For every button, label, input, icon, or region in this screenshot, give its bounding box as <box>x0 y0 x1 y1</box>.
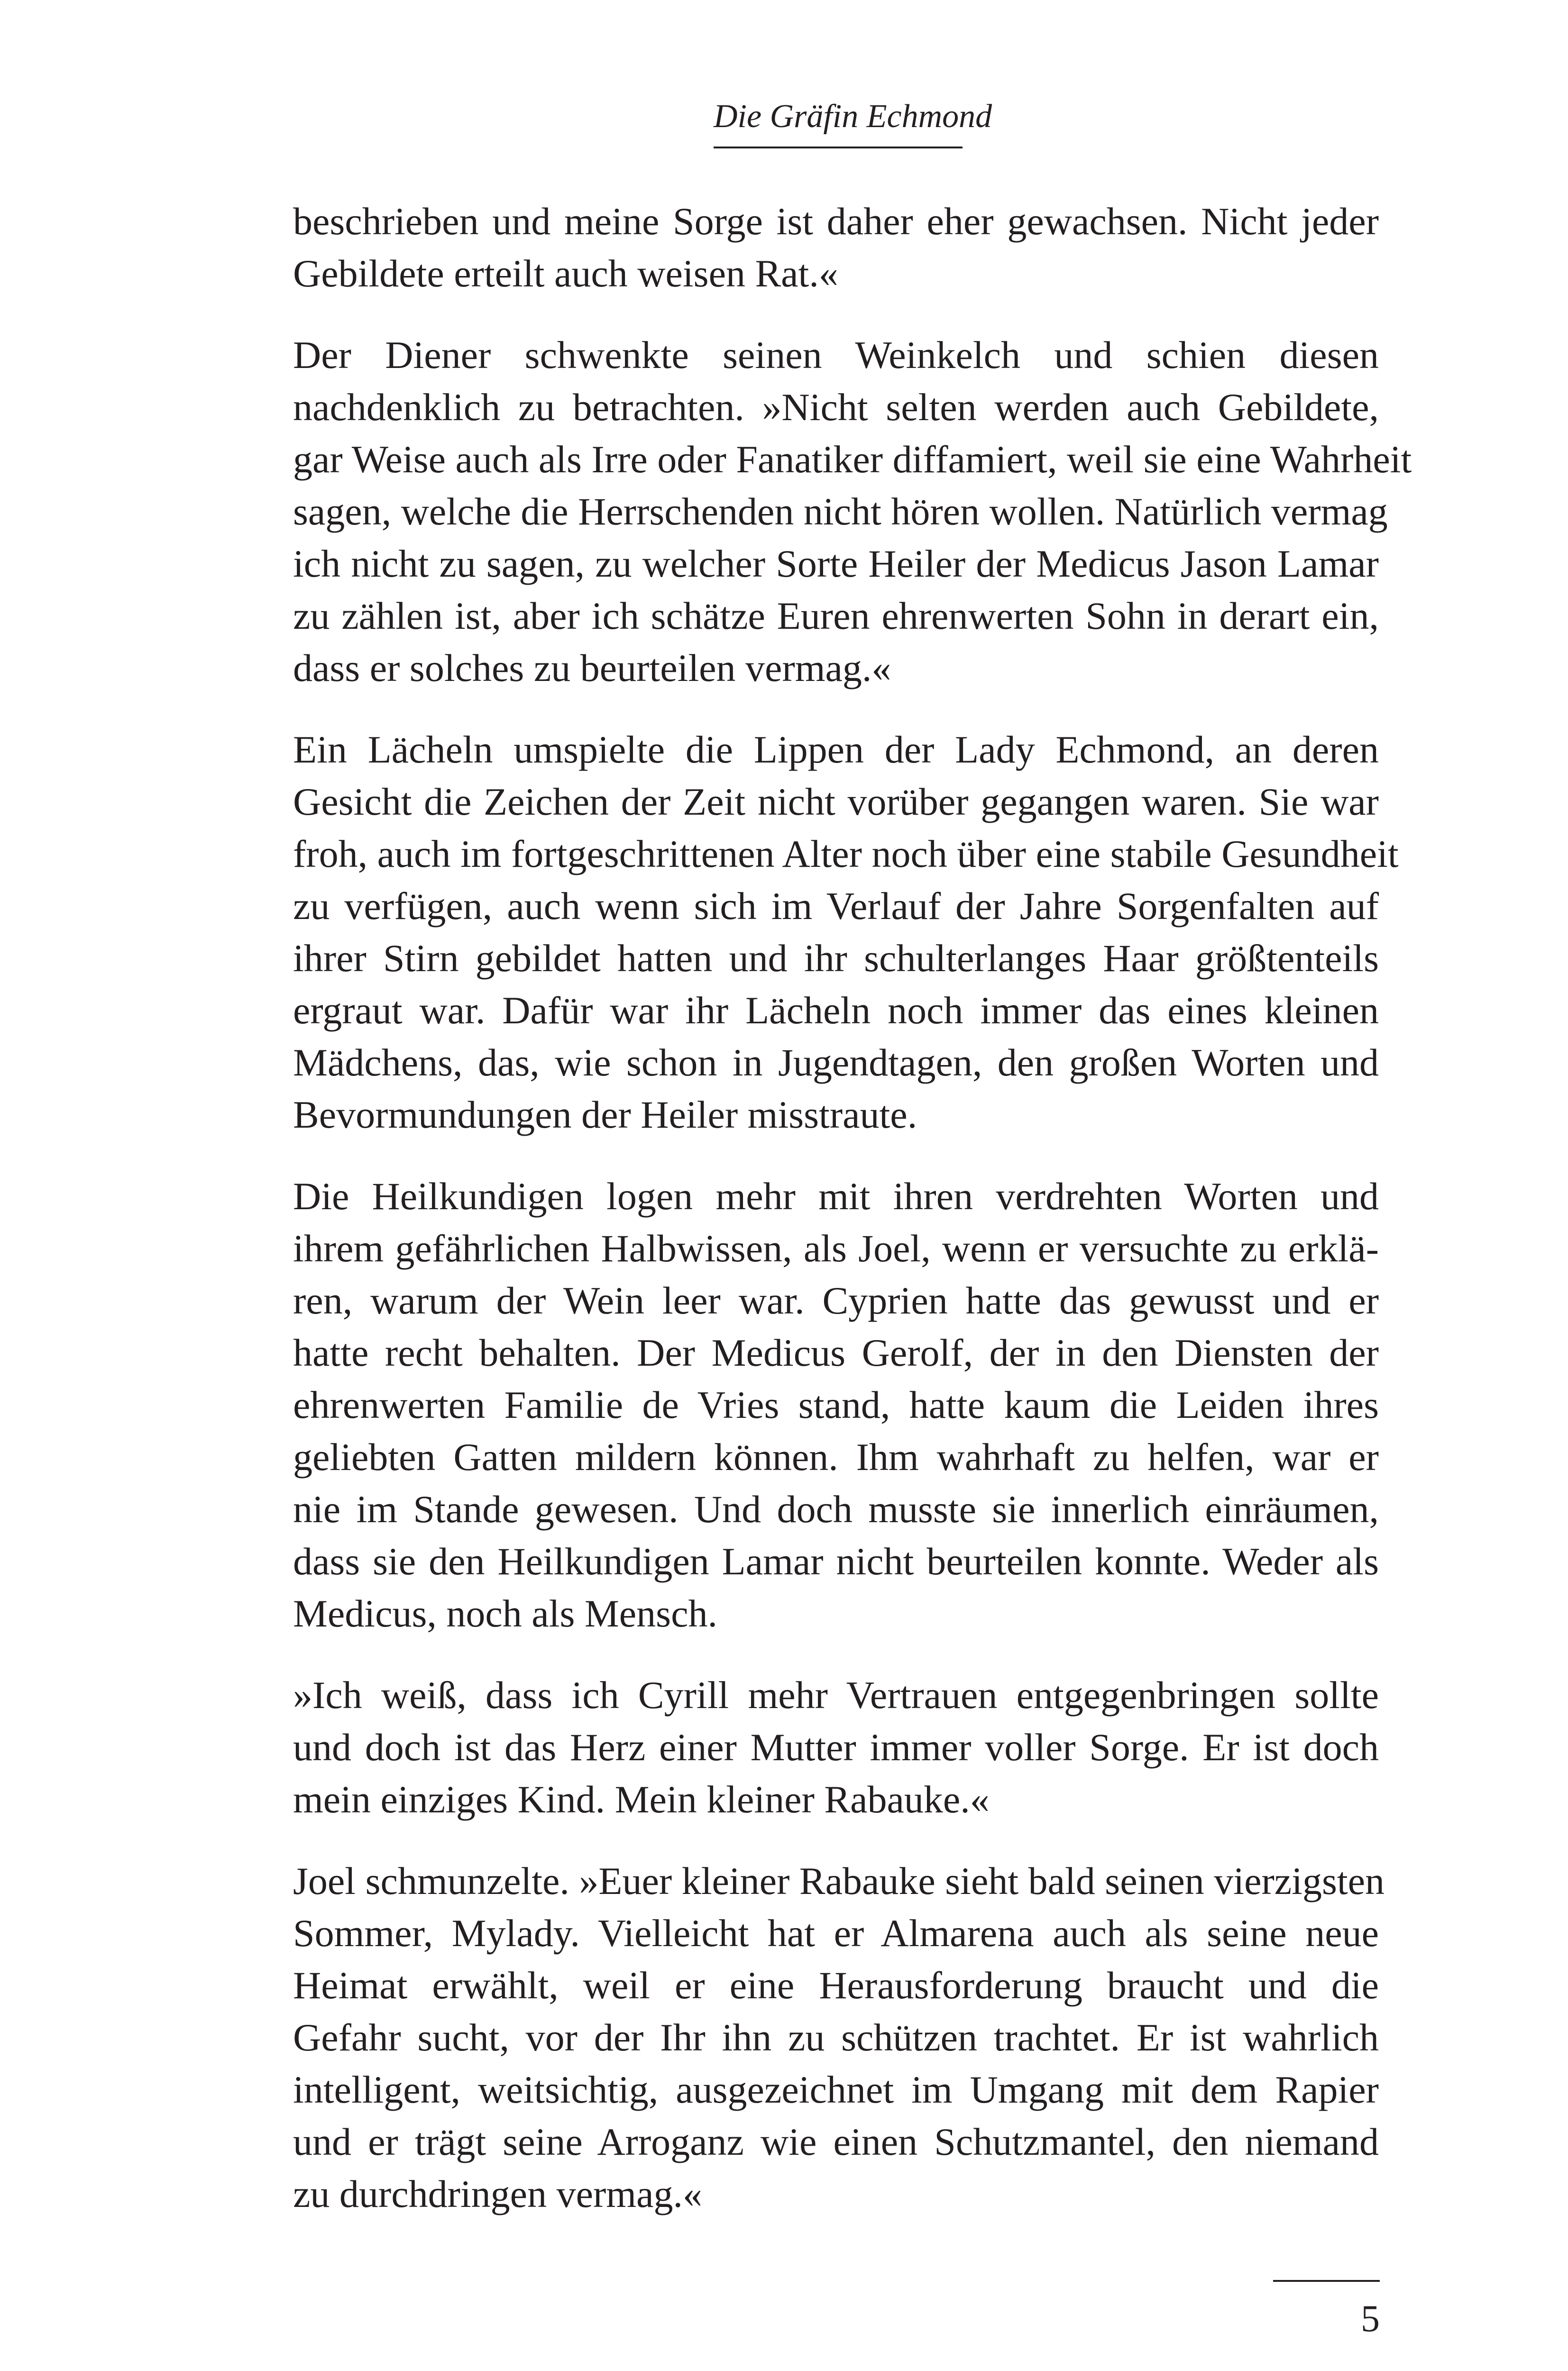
text-line: Heimat erwählt, weil er eine Herausforderung braucht und die <box>293 1964 1379 2007</box>
text-line: zu durchdringen vermag.« <box>293 2172 702 2215</box>
text-line: und doch ist das Herz einer Mutter immer voller Sorge. Er ist doch <box>293 1726 1379 1769</box>
text-line: Die Heilkundigen logen mehr mit ihren verdrehten Worten und <box>293 1175 1379 1218</box>
text-line: sagen, welche die Herrschenden nicht hören wollen. Natürlich vermag <box>293 490 1388 533</box>
running-header-title: Die Gräfin Echmond <box>714 98 992 135</box>
text-line: Joel schmunzelte. »Euer kleiner Rabauke sieht bald seinen vierzigsten <box>293 1859 1385 1902</box>
paragraph-5 <box>293 1669 1379 1826</box>
text-line: ihrem gefährlichen Halbwissen, als Joel, wenn er versuchte zu erklä- <box>293 1227 1379 1270</box>
text-line: dass er solches zu beurteilen vermag.« <box>293 646 891 689</box>
paragraph-1 <box>293 195 1379 300</box>
text-line: Medicus, noch als Mensch. <box>293 1592 717 1635</box>
text-line: Gesicht die Zeichen der Zeit nicht vorüber gegangen waren. Sie war <box>293 780 1379 823</box>
text-line: gar Weise auch als Irre oder Fanatiker diffamiert, weil sie eine Wahrheit <box>293 438 1412 481</box>
footer-rule <box>1273 2280 1380 2282</box>
text-line: Gebildete erteilt auch weisen Rat.« <box>293 252 838 295</box>
text-line: Ein Lächeln umspielte die Lippen der Lady Echmond, an deren <box>293 728 1379 771</box>
page-number: 5 <box>1361 2298 1380 2340</box>
text-line: Mädchens, das, wie schon in Jugendtagen, den großen Worten und <box>293 1041 1379 1084</box>
text-line: ergraut war. Dafür war ihr Lächeln noch immer das eines kleinen <box>293 989 1379 1032</box>
text-line: froh, auch im fortgeschrittenen Alter noch über eine stabile Gesundheit <box>293 832 1399 875</box>
paragraph-3 <box>293 724 1399 1141</box>
text-line: Sommer, Mylady. Vielleicht hat er Almarena auch als seine neue <box>293 1912 1379 1955</box>
text-line: Bevormundungen der Heiler misstraute. <box>293 1093 917 1136</box>
text-line: beschrieben und meine Sorge ist daher eher gewachsen. Nicht jeder <box>293 200 1379 243</box>
text-line: intelligent, weitsichtig, ausgezeichnet im Umgang mit dem Rapier <box>293 2068 1379 2111</box>
text-line: ren, warum der Wein leer war. Cyprien hatte das gewusst und er <box>293 1279 1379 1322</box>
text-line: geliebten Gatten mildern können. Ihm wahrhaft zu helfen, war er <box>293 1435 1379 1479</box>
text-line: zu verfügen, auch wenn sich im Verlauf der Jahre Sorgenfalten auf <box>293 884 1379 928</box>
text-line: nachdenklich zu betrachten. »Nicht selten werden auch Gebildete, <box>293 386 1379 429</box>
paragraph-2 <box>293 329 1412 694</box>
text-line: ehrenwerten Familie de Vries stand, hatte kaum die Leiden ihres <box>293 1383 1379 1426</box>
text-line: mein einziges Kind. Mein kleiner Rabauke.« <box>293 1778 990 1821</box>
text-line: Gefahr sucht, vor der Ihr ihn zu schützen trachtet. Er ist wahrlich <box>293 2016 1379 2059</box>
text-line: ich nicht zu sagen, zu welcher Sorte Heiler der Medicus Jason Lamar <box>293 542 1379 585</box>
text-line: dass sie den Heilkundigen Lamar nicht beurteilen konnte. Weder als <box>293 1540 1379 1583</box>
text-line: zu zählen ist, aber ich schätze Euren ehrenwerten Sohn in derart ein, <box>293 594 1379 637</box>
text-line: »Ich weiß, dass ich Cyrill mehr Vertrauen entgegenbringen sollte <box>293 1673 1379 1717</box>
text-line: ihrer Stirn gebildet hatten und ihr schulterlanges Haar größtenteils <box>293 937 1379 980</box>
paragraph-4 <box>293 1170 1379 1640</box>
text-line: und er trägt seine Arroganz wie einen Schutzmantel, den niemand <box>293 2120 1379 2163</box>
paragraph-6 <box>293 1855 1385 2220</box>
text-line: nie im Stande gewesen. Und doch musste sie innerlich einräumen, <box>293 1488 1379 1531</box>
header-rule <box>714 147 963 148</box>
body-text <box>293 195 1412 2250</box>
text-line: hatte recht behalten. Der Medicus Gerolf, der in den Diensten der <box>293 1331 1379 1374</box>
text-line: Der Diener schwenkte seinen Weinkelch und schien diesen <box>293 333 1379 377</box>
